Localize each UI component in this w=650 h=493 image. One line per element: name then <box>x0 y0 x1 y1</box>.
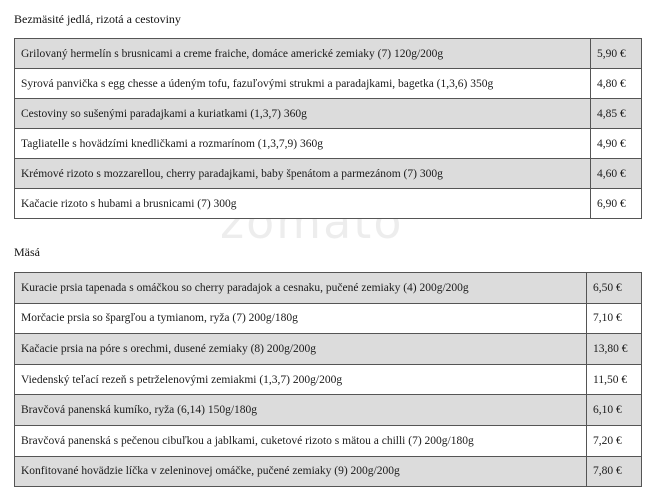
dish-name: Kačacie rizoto s hubami a brusnicami (7) 300g <box>15 189 591 219</box>
dish-name: Syrová panvička s egg chesse a údeným tofu, fazuľovými strukmi a paradajkami, bagetka (1,3,6) 350g <box>15 69 591 99</box>
dish-price: 4,80 € <box>591 69 642 99</box>
menu-row <box>15 273 642 304</box>
menu-row <box>15 395 642 426</box>
dish-name: Kačacie prsia na póre s orechmi, dusené zemiaky (8) 200g/200g <box>15 334 587 365</box>
dish-price: 7,80 € <box>587 456 642 487</box>
dish-name: Cestoviny so sušenými paradajkami a kuriatkami (1,3,7) 360g <box>15 99 591 129</box>
dish-name: Bravčová panenská kumíko, ryža (6,14) 150g/180g <box>15 395 587 426</box>
menu-row <box>15 159 642 189</box>
zomato-watermark: zomato <box>220 195 404 249</box>
dish-name: Morčacie prsia so špargľou a tymianom, ryža (7) 200g/180g <box>15 303 587 334</box>
menu-row <box>15 456 642 487</box>
dish-price: 6,90 € <box>591 189 642 219</box>
dish-name: Viedenský teľací rezeň s petrželenovými zemiakmi (1,3,7) 200g/200g <box>15 364 587 395</box>
menu-row <box>15 39 642 69</box>
dish-price: 7,10 € <box>587 303 642 334</box>
dish-price: 4,60 € <box>591 159 642 189</box>
menu-row <box>15 303 642 334</box>
dish-price: 7,20 € <box>587 425 642 456</box>
dish-name: Kuracie prsia tapenada s omáčkou so cherry paradajok a cesnaku, pučené zemiaky (4) 200g/200g <box>15 273 587 304</box>
dish-price: 5,90 € <box>591 39 642 69</box>
menu-row <box>15 69 642 99</box>
dish-price: 6,10 € <box>587 395 642 426</box>
dish-name: Grilovaný hermelín s brusnicami a creme fraiche, domáce americké zemiaky (7) 120g/200g <box>15 39 591 69</box>
menu-row <box>15 129 642 159</box>
dish-name: Konfitované hovädzie líčka v zeleninovej omáčke, pučené zemiaky (9) 200g/200g <box>15 456 587 487</box>
menu-row <box>15 364 642 395</box>
dish-price: 4,90 € <box>591 129 642 159</box>
menu-row <box>15 189 642 219</box>
dish-price: 4,85 € <box>591 99 642 129</box>
dish-price: 6,50 € <box>587 273 642 304</box>
dish-price: 11,50 € <box>587 364 642 395</box>
dish-price: 13,80 € <box>587 334 642 365</box>
section-title-vegetarian: Bezmäsité jedlá, rizotá a cestoviny <box>14 12 181 26</box>
menu-table-vegetarian <box>14 38 642 219</box>
menu-row <box>15 99 642 129</box>
dish-name: Krémové rizoto s mozzarellou, cherry paradajkami, baby špenátom a parmezánom (7) 300g <box>15 159 591 189</box>
section-title-meat: Mäsá <box>14 245 40 259</box>
menu-row <box>15 425 642 456</box>
dish-name: Tagliatelle s hovädzími knedličkami a rozmarínom (1,3,7,9) 360g <box>15 129 591 159</box>
dish-name: Bravčová panenská s pečenou cibuľkou a jablkami, cuketové rizoto s mätou a chilli (7) 200g/180g <box>15 425 587 456</box>
menu-row <box>15 334 642 365</box>
menu-table-meat <box>14 272 642 487</box>
